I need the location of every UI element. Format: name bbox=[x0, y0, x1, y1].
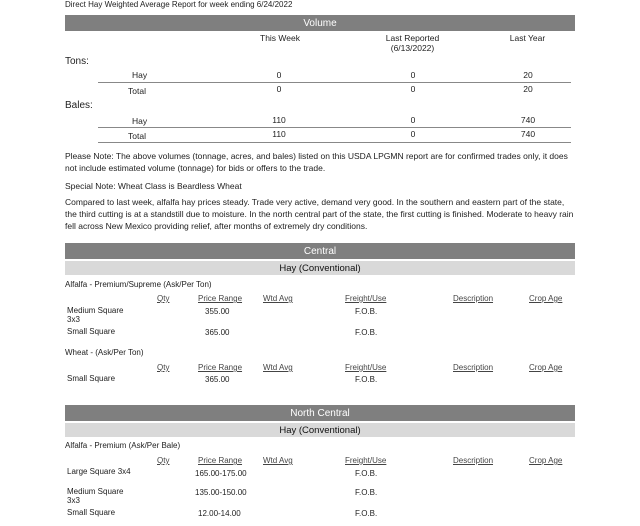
north-central-group-alfalfa-title: Alfalfa - Premium (Ask/Per Bale) bbox=[65, 441, 181, 450]
col-last-year: Last Year bbox=[509, 33, 546, 43]
col-last-reported-date: (6/13/2022) bbox=[390, 43, 435, 53]
central-group-wheat-title: Wheat - (Ask/Per Ton) bbox=[65, 348, 144, 357]
col-price-range: Price Range bbox=[198, 294, 243, 303]
tons-label: Tons: bbox=[65, 56, 89, 67]
north-central-row-item-size: 3x3 bbox=[67, 496, 80, 505]
central-row-freight: F.O.B. bbox=[355, 307, 378, 316]
col-qty: Qty bbox=[157, 294, 170, 303]
col-freight-use: Freight/Use bbox=[345, 363, 387, 372]
col-description: Description bbox=[453, 363, 494, 372]
central-region-heading bbox=[65, 243, 575, 259]
central-row-freight: F.O.B. bbox=[355, 375, 378, 384]
bales-total-last-reported: 0 bbox=[410, 129, 416, 139]
tons-total-this-week: 0 bbox=[276, 84, 282, 94]
bales-hay-label: Hay bbox=[132, 116, 148, 126]
volume-heading bbox=[65, 15, 575, 31]
col-freight-use: Freight/Use bbox=[345, 456, 387, 465]
north-central-row-price: 165.00-175.00 bbox=[195, 469, 247, 478]
special-note: Special Note: Wheat Class is Beardless Wheat bbox=[65, 181, 242, 191]
north-central-row-price: 135.00-150.00 bbox=[195, 488, 247, 497]
col-price-range: Price Range bbox=[198, 456, 243, 465]
market-summary: Compared to last week, alfalfa hay prices steady. Trade very active, demand very good. In the southern and eastern part of the state, the third cutting is at a standstill due to moisture. In the north central part of the state, the first cutting is finished. Moderate to heavy rain fell across New Mexico providing relief, after months of extremely dry conditions. bbox=[65, 197, 574, 231]
north-central-row-freight: F.O.B. bbox=[355, 488, 378, 497]
north-central-row-item: Small Square bbox=[67, 508, 116, 517]
bales-hay-this-week: 110 bbox=[272, 115, 286, 125]
col-last-reported: Last Reported bbox=[385, 33, 440, 43]
central-row-price: 355.00 bbox=[205, 307, 230, 316]
col-description: Description bbox=[453, 456, 494, 465]
bales-hay-last-reported: 0 bbox=[410, 115, 416, 125]
bales-total-last-year: 740 bbox=[520, 129, 536, 139]
north-central-region-heading bbox=[65, 405, 575, 421]
north-central-row-price: 12.00-14.00 bbox=[198, 509, 241, 518]
col-crop-age: Crop Age bbox=[529, 363, 563, 372]
tons-hay-last-year: 20 bbox=[523, 70, 533, 80]
volume-bottom-rule bbox=[98, 142, 571, 143]
tons-hay-last-reported: 0 bbox=[410, 70, 416, 80]
tons-total-last-year: 20 bbox=[523, 84, 533, 94]
bales-total-label: Total bbox=[128, 131, 146, 141]
col-wtd-avg: Wtd Avg bbox=[263, 294, 293, 303]
north-central-row-item: Medium Square bbox=[67, 487, 124, 496]
bales-label: Bales: bbox=[65, 100, 93, 111]
col-qty: Qty bbox=[157, 456, 170, 465]
tons-hay-this-week: 0 bbox=[276, 70, 282, 80]
central-row-item: Medium Square bbox=[67, 306, 124, 315]
north-central-region-label: North Central bbox=[290, 407, 350, 419]
north-central-row-freight: F.O.B. bbox=[355, 469, 378, 478]
col-wtd-avg: Wtd Avg bbox=[263, 456, 293, 465]
central-category-label: Hay (Conventional) bbox=[279, 262, 361, 274]
please-note: Please Note: The above volumes (tonnage, acres, and bales) listed on this USDA LPGMN report are for confirmed trades only, it does not include estimated volume (tonnage) for bids or offers to the trade. bbox=[65, 151, 568, 173]
central-group-alfalfa-title: Alfalfa - Premium/Supreme (Ask/Per Ton) bbox=[65, 280, 212, 289]
bales-divider bbox=[98, 127, 571, 128]
bales-hay-last-year: 740 bbox=[520, 115, 536, 125]
col-description: Description bbox=[453, 294, 494, 303]
north-central-category-heading bbox=[65, 423, 575, 437]
tons-hay-label: Hay bbox=[132, 70, 148, 80]
central-row-item: Small Square bbox=[67, 327, 116, 336]
col-this-week: This Week bbox=[260, 33, 300, 43]
central-row-freight: F.O.B. bbox=[355, 328, 378, 337]
report-title: Direct Hay Weighted Average Report for week ending 6/24/2022 bbox=[65, 0, 293, 9]
central-row-item: Small Square bbox=[67, 374, 116, 383]
central-region-label: Central bbox=[303, 245, 337, 257]
central-category-heading bbox=[65, 261, 575, 275]
central-row-price: 365.00 bbox=[205, 328, 230, 337]
north-central-row-freight: F.O.B. bbox=[355, 509, 378, 518]
col-crop-age: Crop Age bbox=[529, 456, 563, 465]
col-crop-age: Crop Age bbox=[529, 294, 563, 303]
north-central-row-item: Large Square 3x4 bbox=[67, 467, 131, 476]
col-wtd-avg: Wtd Avg bbox=[263, 363, 293, 372]
col-price-range: Price Range bbox=[198, 363, 243, 372]
tons-total-label: Total bbox=[128, 86, 146, 96]
bales-total-this-week: 110 bbox=[272, 129, 286, 139]
north-central-category-label: Hay (Conventional) bbox=[279, 424, 361, 436]
tons-divider bbox=[98, 82, 571, 83]
central-row-price: 365.00 bbox=[205, 375, 230, 384]
tons-total-last-reported: 0 bbox=[410, 84, 416, 94]
volume-heading-label: Volume bbox=[303, 17, 337, 29]
col-freight-use: Freight/Use bbox=[345, 294, 387, 303]
central-row-item-size: 3x3 bbox=[67, 315, 80, 324]
col-qty: Qty bbox=[157, 363, 170, 372]
